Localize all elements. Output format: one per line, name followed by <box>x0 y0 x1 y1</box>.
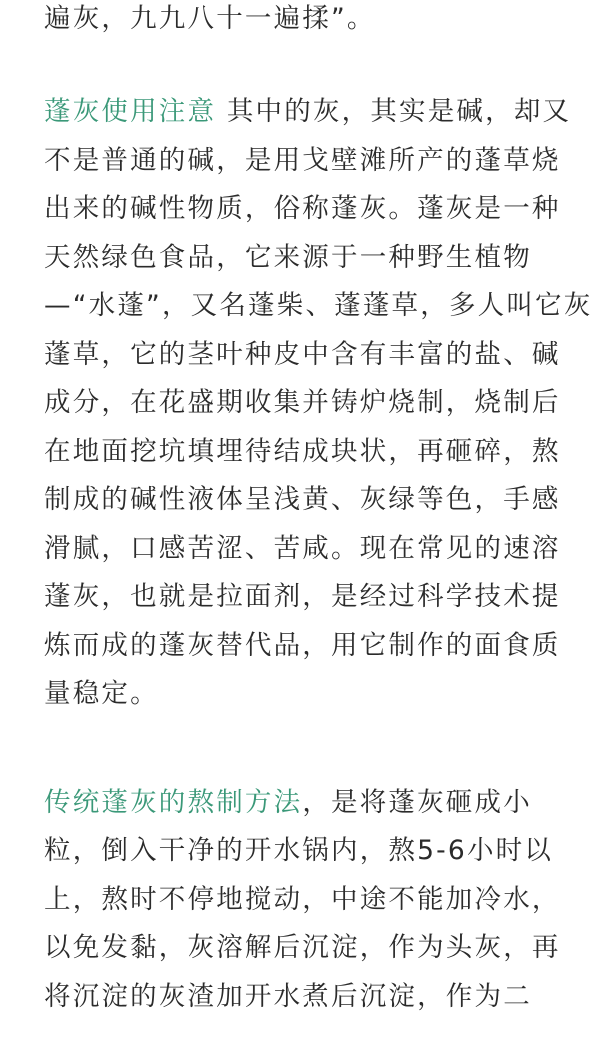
paragraph-usage-notes <box>44 88 593 719</box>
text-line: 遍灰，九九八十一遍揉”。 <box>44 3 376 34</box>
text-line: 成分，在花盛期收集并铸炉烧制，烧制后 <box>44 387 561 418</box>
paragraph-spacer <box>44 40 556 88</box>
text-line: 蓬草，它的茎叶种皮中含有丰富的盐、碱 <box>44 338 561 370</box>
text-line: 以免发黏，灰溶解后沉淀，作为头灰，再 <box>44 932 561 963</box>
text-line: 将沉淀的灰渣加开水煮后沉淀，作为二 <box>44 980 532 1012</box>
text-line: 粒，倒入干净的开水锅内，熬5-6小时以 <box>44 835 554 866</box>
text-line: 不是普通的碱，是用戈壁滩所产的蓬草烧 <box>44 144 561 176</box>
text-line: 天然绿色食品，它来源于一种野生植物 <box>44 241 532 273</box>
article-body <box>44 0 593 1021</box>
text-line: 蓬灰，也就是拉面剂，是经过科学技术提 <box>44 581 561 612</box>
paragraph-traditional-method <box>44 779 561 1022</box>
text-line: 炼而成的蓬灰替代品，用它制作的面食质 <box>44 629 561 661</box>
section-heading-traditional-method: 传统蓬灰的熬制方法 <box>44 786 303 818</box>
text-line: —“水蓬”，又名蓬柴、蓬蓬草，多人叫它灰 <box>44 290 593 321</box>
text-line: 上，熬时不停地搅动，中途不能加冷水， <box>44 883 561 915</box>
text-line: 在地面挖坑填埋待结成块状，再砸碎，熬 <box>44 435 561 467</box>
text-segment: ，是将蓬灰砸成小 <box>302 786 532 818</box>
text-line: 量稳定。 <box>44 678 159 709</box>
paragraph-spacer <box>44 719 556 779</box>
text-line: 制成的碱性液体呈浅黄、灰绿等色，手感 <box>44 484 561 515</box>
text-line: 出来的碱性物质，俗称蓬灰。蓬灰是一种 <box>44 193 561 224</box>
text-line: 滑腻，口感苦涩、苦咸。现在常见的速溶 <box>44 532 561 564</box>
text-segment: 其中的灰，其实是碱，却又 <box>226 96 572 127</box>
text-line <box>44 88 572 137</box>
section-heading-usage-notes: 蓬灰使用注意 <box>44 96 217 127</box>
text-line <box>44 779 556 828</box>
